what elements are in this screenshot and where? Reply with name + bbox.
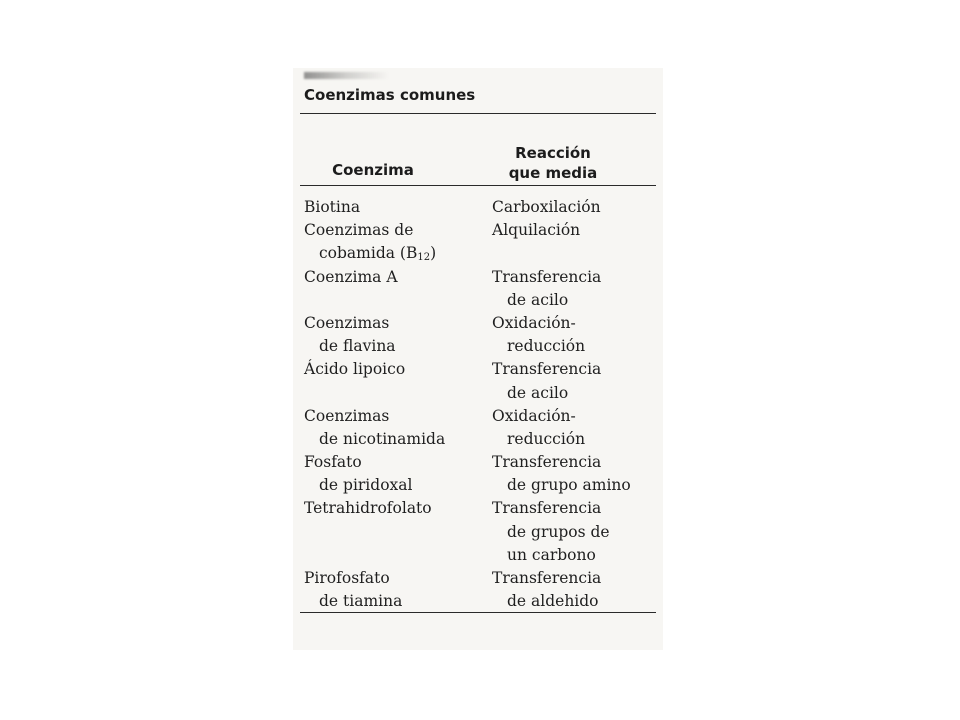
coenzyme-text: Coenzima A <box>304 267 398 286</box>
table-row <box>304 405 654 451</box>
reaction-text-continued: de acilo <box>507 383 569 402</box>
reaction-cell <box>492 219 654 265</box>
header-reaction <box>480 143 626 183</box>
table-row <box>304 567 654 613</box>
table-body <box>304 196 654 613</box>
coenzyme-text-part: ) <box>430 244 437 263</box>
coenzyme-blank-line <box>304 544 492 567</box>
reaction-text: Transferencia <box>492 360 602 379</box>
reaction-cell <box>492 196 654 219</box>
reaction-cell <box>492 451 654 497</box>
coenzyme-cell <box>304 497 492 567</box>
reaction-cell <box>492 497 654 567</box>
reaction-blank-line <box>492 242 654 265</box>
coenzyme-text-continued <box>304 242 492 265</box>
reaction-text: Oxidación- <box>492 406 576 425</box>
coenzyme-cell <box>304 312 492 358</box>
header-rule <box>300 185 656 186</box>
coenzyme-cell <box>304 405 492 451</box>
reaction-text-continued: de grupos de <box>507 522 610 541</box>
coenzyme-blank-line <box>304 521 492 544</box>
reaction-cell <box>492 358 654 404</box>
coenzyme-blank-line <box>304 382 492 405</box>
reaction-text-continued: de grupo amino <box>507 476 631 495</box>
header-reaction-line1: Reacción <box>515 144 591 162</box>
coenzyme-text: Coenzimas de <box>304 221 414 240</box>
reaction-text: Transferencia <box>492 499 602 518</box>
reaction-text-continued: de acilo <box>507 290 569 309</box>
coenzyme-text-continued: de piridoxal <box>319 476 413 495</box>
coenzyme-cell <box>304 219 492 265</box>
table-row <box>304 266 654 312</box>
reaction-cell <box>492 312 654 358</box>
coenzyme-cell <box>304 358 492 404</box>
table-row <box>304 196 654 219</box>
scan-artifact <box>304 72 389 79</box>
header-coenzyme: Coenzima <box>332 161 414 179</box>
bottom-rule <box>300 612 656 613</box>
table-row <box>304 219 654 265</box>
coenzyme-text-continued: de tiamina <box>319 592 403 611</box>
reaction-text: Transferencia <box>492 569 602 587</box>
reaction-text-continued: un carbono <box>507 545 596 564</box>
coenzyme-blank-line <box>304 289 492 312</box>
table-row <box>304 358 654 404</box>
coenzyme-text: Pirofosfato <box>304 569 390 587</box>
reaction-cell <box>492 266 654 312</box>
reaction-text: Oxidación- <box>492 313 576 332</box>
header-reaction-line2: que media <box>508 164 598 182</box>
coenzyme-cell <box>304 266 492 312</box>
coenzyme-text-continued: de flavina <box>319 337 396 356</box>
coenzyme-text-part: cobamida (B <box>319 244 418 263</box>
coenzyme-cell <box>304 196 492 219</box>
reaction-cell <box>492 405 654 451</box>
reaction-text-continued: reducción <box>507 429 586 448</box>
table-row <box>304 451 654 497</box>
coenzyme-text: Fosfato <box>304 453 362 472</box>
table-row <box>304 497 654 567</box>
coenzyme-text: Ácido lipoico <box>304 360 406 379</box>
coenzyme-text-continued: de nicotinamida <box>319 429 446 448</box>
coenzyme-text: Coenzimas <box>304 313 390 332</box>
reaction-text-continued: reducción <box>507 337 586 356</box>
table-row <box>304 312 654 358</box>
reaction-cell <box>492 567 654 613</box>
coenzyme-text: Tetrahidrofolato <box>304 499 432 518</box>
coenzyme-text: Biotina <box>304 198 361 216</box>
reaction-text: Transferencia <box>492 453 602 472</box>
reaction-text: Carboxilación <box>492 198 601 216</box>
reaction-text-continued: de aldehido <box>507 592 599 611</box>
top-rule <box>300 113 656 114</box>
table-title: Coenzimas comunes <box>304 86 476 104</box>
reaction-text: Alquilación <box>492 221 581 240</box>
coenzyme-cell <box>304 567 492 613</box>
coenzyme-text: Coenzimas <box>304 406 390 425</box>
reaction-text: Transferencia <box>492 267 602 286</box>
coenzyme-cell <box>304 451 492 497</box>
subscript-text: 12 <box>417 252 431 264</box>
